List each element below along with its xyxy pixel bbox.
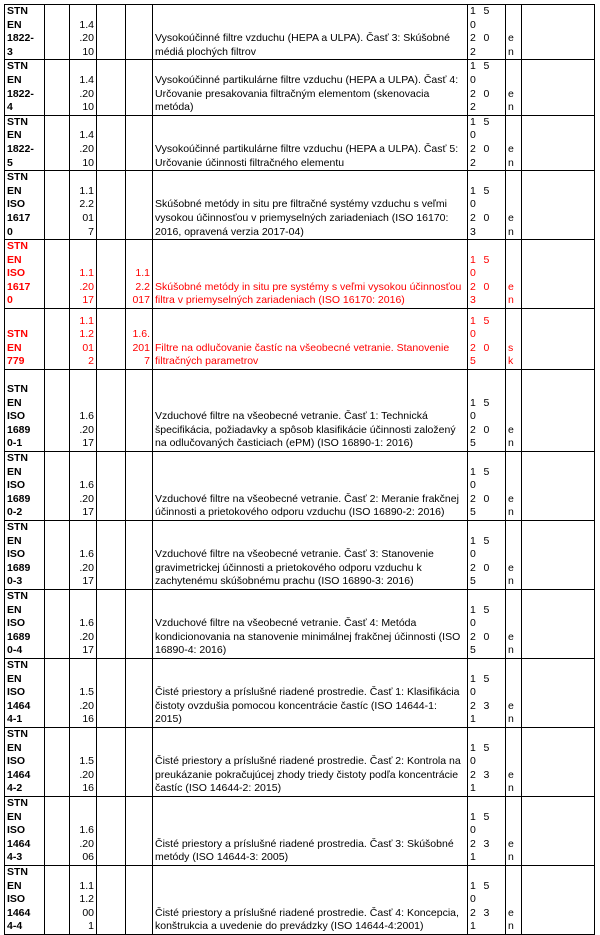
ics-code: 1 5 0 2 0 3 <box>468 240 506 309</box>
standard-title: Filtre na odlučovanie častíc na všeobecné vetranie. Stanovenie filtračných parametrov <box>153 309 468 370</box>
withdrawal-date <box>126 727 153 796</box>
standard-code: STN EN 1822- 4 <box>5 60 45 115</box>
empty-cell <box>97 171 126 240</box>
empty-cell <box>97 590 126 659</box>
notes-cell <box>522 658 595 727</box>
withdrawal-date: 1.6. 201 7 <box>126 309 153 370</box>
standard-code: STN EN ISO 1689 0-3 <box>5 521 45 590</box>
publication-date: 1.5 .20 16 <box>70 658 97 727</box>
empty-cell <box>97 727 126 796</box>
standard-title: Vzduchové filtre na všeobecné vetranie. Časť 2: Meranie frakčnej účinnosti a prietokového odporu vzduchu (ISO 16890-2: 2016) <box>153 452 468 521</box>
notes-cell <box>522 521 595 590</box>
standard-code: STN EN ISO 1689 0-1 <box>5 370 45 452</box>
language-code: e n <box>506 865 522 934</box>
ics-code: 1 5 0 2 3 1 <box>468 865 506 934</box>
withdrawal-date <box>126 115 153 170</box>
empty-cell <box>45 727 70 796</box>
publication-date: 1.6 .20 17 <box>70 521 97 590</box>
language-code: e n <box>506 60 522 115</box>
standard-code: STN EN ISO 1617 0 <box>5 240 45 309</box>
table-row <box>5 240 595 309</box>
standard-title: Vzduchové filtre na všeobecné vetranie. Časť 3: Stanovenie gravimetrickej účinnosti a prietokového odporu vzduchu k zachytenému skúšobnému prachu (ISO 16890-3: 2016) <box>153 521 468 590</box>
withdrawal-date <box>126 521 153 590</box>
withdrawal-date <box>126 658 153 727</box>
empty-cell <box>45 5 70 60</box>
language-code: e n <box>506 658 522 727</box>
withdrawal-date <box>126 452 153 521</box>
ics-code: 1 5 0 2 0 2 <box>468 115 506 170</box>
language-code: e n <box>506 5 522 60</box>
empty-cell <box>45 658 70 727</box>
standard-title: Čisté priestory a príslušné riadené prostredie. Časť 4: Koncepcia, konštrukcia a uvedenie do prevádzky (ISO 14644-4:2001) <box>153 865 468 934</box>
empty-cell <box>97 60 126 115</box>
notes-cell <box>522 240 595 309</box>
table-row <box>5 370 595 452</box>
table-row <box>5 865 595 934</box>
standard-title: Vzduchové filtre na všeobecné vetranie. Časť 4: Metóda kondicionovania na stanovenie minimálnej frakčnej účinnosti (ISO 16890-4: 2016) <box>153 590 468 659</box>
notes-cell <box>522 370 595 452</box>
standard-title: Skúšobné metódy in situ pre systémy s veľmi vysokou účinnosťou filtra v priemyselných zariadeniach (ISO 16170: 2016) <box>153 240 468 309</box>
ics-code: 1 5 0 2 0 3 <box>468 171 506 240</box>
standard-code: STN EN 779 <box>5 309 45 370</box>
empty-cell <box>45 865 70 934</box>
empty-cell <box>97 865 126 934</box>
table-row <box>5 5 595 60</box>
publication-date: 1.1 2.2 01 7 <box>70 171 97 240</box>
publication-date: 1.6 .20 06 <box>70 796 97 865</box>
notes-cell <box>522 865 595 934</box>
standard-code: STN EN 1822- 5 <box>5 115 45 170</box>
empty-cell <box>97 5 126 60</box>
publication-date: 1.4 .20 10 <box>70 115 97 170</box>
empty-cell <box>45 240 70 309</box>
language-code: e n <box>506 370 522 452</box>
ics-code: 1 5 0 2 0 2 <box>468 60 506 115</box>
notes-cell <box>522 115 595 170</box>
empty-cell <box>97 521 126 590</box>
language-code: e n <box>506 796 522 865</box>
table-body <box>5 5 595 935</box>
standard-code: STN EN ISO 1464 4-2 <box>5 727 45 796</box>
notes-cell <box>522 5 595 60</box>
standard-code: STN EN ISO 1617 0 <box>5 171 45 240</box>
ics-code: 1 5 0 2 0 5 <box>468 590 506 659</box>
notes-cell <box>522 796 595 865</box>
table-row <box>5 727 595 796</box>
ics-code: 1 5 0 2 0 5 <box>468 309 506 370</box>
empty-cell <box>97 309 126 370</box>
standard-title: Vysokoúčinné partikulárne filtre vzduchu (HEPA a ULPA). Časť 4: Určovanie presakovania filtračným elementom (skenovacia metóda) <box>153 60 468 115</box>
table-row <box>5 309 595 370</box>
empty-cell <box>45 171 70 240</box>
language-code: e n <box>506 115 522 170</box>
publication-date: 1.4 .20 10 <box>70 5 97 60</box>
withdrawal-date <box>126 370 153 452</box>
empty-cell <box>97 796 126 865</box>
publication-date: 1.1 1.2 01 2 <box>70 309 97 370</box>
standard-title: Čisté priestory a príslušné riadené prostredie. Časť 2: Kontrola na preukázanie pokračujúcej zhody triedy čistoty podľa koncentrácie častíc (ISO 14644-2: 2015) <box>153 727 468 796</box>
standard-code: STN EN ISO 1464 4-1 <box>5 658 45 727</box>
table-row <box>5 796 595 865</box>
table-row <box>5 658 595 727</box>
publication-date: 1.5 .20 16 <box>70 727 97 796</box>
empty-cell <box>45 309 70 370</box>
withdrawal-date <box>126 590 153 659</box>
standards-table <box>4 4 595 935</box>
withdrawal-date <box>126 865 153 934</box>
withdrawal-date <box>126 171 153 240</box>
standard-title: Vysokoúčinné partikulárne filtre vzduchu (HEPA a ULPA). Časť 5: Určovanie účinnosti filtračného elementu <box>153 115 468 170</box>
publication-date: 1.4 .20 10 <box>70 60 97 115</box>
ics-code: 1 5 0 2 0 2 <box>468 5 506 60</box>
empty-cell <box>97 658 126 727</box>
empty-cell <box>45 60 70 115</box>
language-code: e n <box>506 727 522 796</box>
table-row <box>5 60 595 115</box>
notes-cell <box>522 590 595 659</box>
withdrawal-date: 1.1 2.2 017 <box>126 240 153 309</box>
ics-code: 1 5 0 2 0 5 <box>468 521 506 590</box>
empty-cell <box>45 115 70 170</box>
table-row <box>5 115 595 170</box>
notes-cell <box>522 309 595 370</box>
language-code: e n <box>506 521 522 590</box>
empty-cell <box>45 452 70 521</box>
standard-title: Skúšobné metódy in situ pre filtračné systémy vzduchu s veľmi vysokou účinnosťou v priemyselných zariadeniach (ISO 16170: 2016, opravená verzia 2017-04) <box>153 171 468 240</box>
standard-code: STN EN ISO 1689 0-2 <box>5 452 45 521</box>
table-row <box>5 452 595 521</box>
notes-cell <box>522 452 595 521</box>
ics-code: 1 5 0 2 3 1 <box>468 658 506 727</box>
publication-date: 1.6 .20 17 <box>70 452 97 521</box>
language-code: s k <box>506 309 522 370</box>
empty-cell <box>45 590 70 659</box>
notes-cell <box>522 727 595 796</box>
empty-cell <box>45 521 70 590</box>
table-row <box>5 171 595 240</box>
empty-cell <box>45 796 70 865</box>
empty-cell <box>97 452 126 521</box>
ics-code: 1 5 0 2 3 1 <box>468 796 506 865</box>
standard-code: STN EN ISO 1689 0-4 <box>5 590 45 659</box>
language-code: e n <box>506 590 522 659</box>
publication-date: 1.1 1.2 00 1 <box>70 865 97 934</box>
notes-cell <box>522 171 595 240</box>
withdrawal-date <box>126 60 153 115</box>
ics-code: 1 5 0 2 0 5 <box>468 370 506 452</box>
table-row <box>5 521 595 590</box>
language-code: e n <box>506 452 522 521</box>
withdrawal-date <box>126 796 153 865</box>
standard-code: STN EN 1822- 3 <box>5 5 45 60</box>
withdrawal-date <box>126 5 153 60</box>
standard-code: STN EN ISO 1464 4-4 <box>5 865 45 934</box>
standard-code: STN EN ISO 1464 4-3 <box>5 796 45 865</box>
publication-date: 1.1 .20 17 <box>70 240 97 309</box>
publication-date: 1.6 .20 17 <box>70 590 97 659</box>
empty-cell <box>97 240 126 309</box>
empty-cell <box>97 115 126 170</box>
table-row <box>5 590 595 659</box>
standard-title: Vysokoúčinné filtre vzduchu (HEPA a ULPA). Časť 3: Skúšobné médiá plochých filtrov <box>153 5 468 60</box>
empty-cell <box>45 370 70 452</box>
ics-code: 1 5 0 2 0 5 <box>468 452 506 521</box>
standard-title: Vzduchové filtre na všeobecné vetranie. Časť 1: Technická špecifikácia, požiadavky a spôsob klasifikácie účinnosti založený na odlučovaných časticiach (ePM) (ISO 16890-1: 2016) <box>153 370 468 452</box>
publication-date: 1.6 .20 17 <box>70 370 97 452</box>
standard-title: Čisté priestory a príslušné riadené prostredie. Časť 1: Klasifikácia čistoty ovzdušia pomocou koncentrácie častíc (ISO 14644-1: 2015) <box>153 658 468 727</box>
language-code: e n <box>506 171 522 240</box>
standard-title: Čisté priestory a príslušné riadené prostredia. Časť 3: Skúšobné metódy (ISO 14644-3: 2005) <box>153 796 468 865</box>
language-code: e n <box>506 240 522 309</box>
ics-code: 1 5 0 2 3 1 <box>468 727 506 796</box>
empty-cell <box>97 370 126 452</box>
notes-cell <box>522 60 595 115</box>
